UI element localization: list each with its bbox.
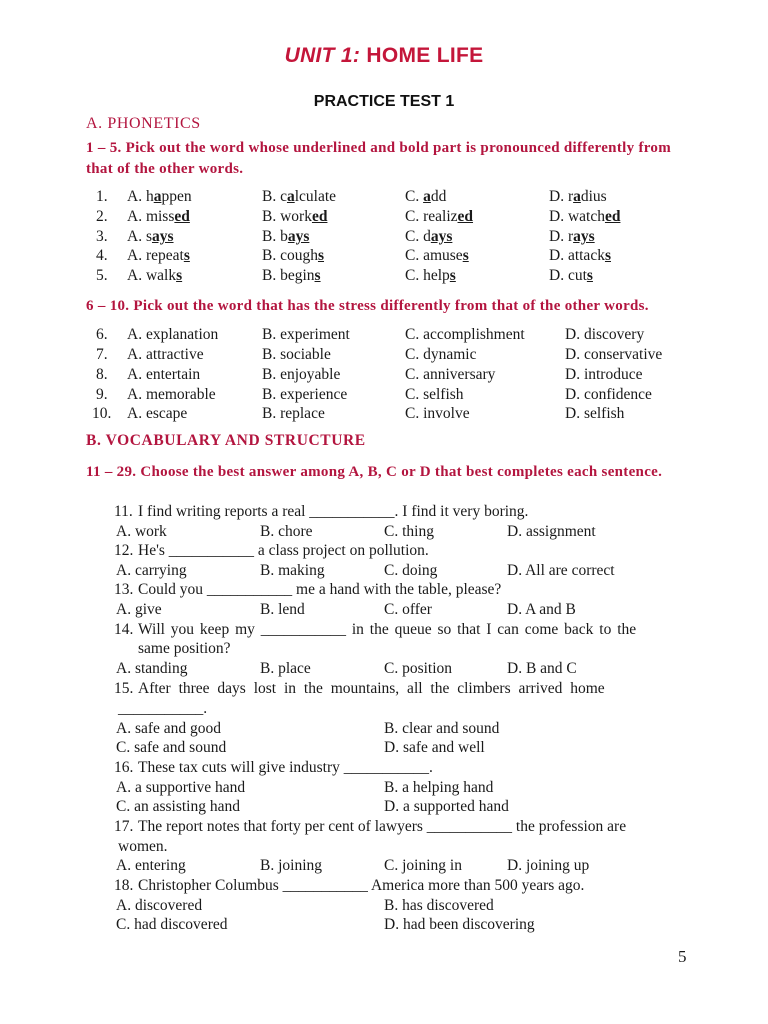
option-c bbox=[405, 267, 456, 285]
option-a: A. discovered bbox=[116, 897, 203, 914]
item-number: 8. bbox=[96, 366, 108, 383]
word-part: dius bbox=[580, 188, 607, 205]
underlined-part: ays bbox=[287, 228, 310, 245]
option-b bbox=[262, 247, 324, 265]
option-b: B. joining bbox=[260, 857, 323, 874]
item-number: 10. bbox=[92, 405, 112, 422]
word-part: B. b bbox=[262, 228, 288, 245]
underlined-part: s bbox=[604, 247, 611, 264]
option-d: D. introduce bbox=[565, 366, 643, 383]
option-d: D. A and B bbox=[507, 601, 576, 618]
stress-row bbox=[0, 405, 768, 425]
option-d bbox=[549, 208, 620, 226]
word-part: A. miss bbox=[127, 208, 175, 225]
option-c: C. doing bbox=[384, 562, 438, 579]
underlined-part: ays bbox=[151, 228, 174, 245]
option-b bbox=[262, 208, 327, 226]
word-part: D. cut bbox=[549, 267, 587, 284]
instruction-11-29: 11 – 29. Choose the best answer among A, B, C or D that best completes each sentence. bbox=[86, 464, 663, 480]
underlined-part: ed bbox=[311, 208, 328, 225]
word-part: A. h bbox=[127, 188, 154, 205]
option-d: D. joining up bbox=[507, 857, 590, 874]
option-a: A. carrying bbox=[116, 562, 187, 579]
word-part: C. bbox=[405, 188, 424, 205]
instruction-6-10: 6 – 10. Pick out the word that has the stress differently from that of the other words. bbox=[86, 298, 649, 314]
option-b bbox=[262, 267, 321, 285]
phonetics-row bbox=[0, 247, 768, 267]
option-b bbox=[262, 228, 309, 246]
underlined-part: a bbox=[423, 188, 431, 205]
section-b-heading: B. VOCABULARY AND STRUCTURE bbox=[86, 432, 366, 449]
option-c: C. thing bbox=[384, 523, 434, 540]
underlined-part: s bbox=[314, 267, 321, 284]
stress-row bbox=[0, 326, 768, 346]
word-part: A. walk bbox=[127, 267, 177, 284]
option-b: B. sociable bbox=[262, 346, 331, 363]
option-d: D. conservative bbox=[565, 346, 663, 363]
underlined-part: s bbox=[183, 247, 190, 264]
option-a: A. work bbox=[116, 523, 167, 540]
option-c: C. position bbox=[384, 660, 453, 677]
phonetics-row bbox=[0, 228, 768, 248]
option-a: A. entering bbox=[116, 857, 186, 874]
option-a: A. explanation bbox=[127, 326, 219, 343]
underlined-part: ed bbox=[604, 208, 621, 225]
document-page: UNIT 1: HOME LIFE PRACTICE TEST 1 A. PHONETICS 1 – 5. Pick out the word whose underlined and bold part is pronounced differently from that of the other words. 1. A. happen B. calculate C. add D. radius 2. A. missed B. worked C. realized D. watched 3. A. says B. bays C. days D. rays 4. A. repeats B. coughs C. amuses D. attacks 5. A. walks B. begins C. helps D. cuts 6 – 10. Pick out the word that has the stress differently from that of the other words. 6. A. explanation B. experiment C. accomplishment D. discovery 7. A. attractive B. sociable C. dynamic D. conservative 8. A. entertain B. enjoyable C. anniversary D. introduce 9. A. memorable B. experience C. selfish D. confidence 10. A. escape B. replace C. involve D. selfish B. VOCABULARY AND STRUCTURE 11 – 29. Choose the best answer among A, B, C or D that best completes each sentence. 11. I find writing reports a real ___________. I find it very boring. A. work B. chore C. thing D. assignment 12. He's ___________ a class project on pollution. A. carrying B. making C. doing D. All are correct 13. Could you ___________ me a hand with the table, please? A. give B. lend C. offer D. A and B 14. Will you keep my ___________ in the queue so that I can come back to the same position? A. standing B. place C. position D. B and C 15. After three days lost in the mountains, all the climbers arrived home ___________. A. safe and good B. clear and sound C. safe and sound D. safe and well 16. These tax cuts will give industry ___________. A. a supportive hand B. a helping hand C. an assisting hand D. a supported hand 17. The report notes that forty per cent of lawyers ___________ the profession are women. A. entering B. joining C. joining in D. joining up 18. Christopher Columbus ___________ America more than 500 years ago. A. discovered B. has discovered C. had discovered D. had been discovering 5 bbox=[0, 0, 768, 1024]
word-part: B. c bbox=[262, 188, 287, 205]
phonetics-row bbox=[0, 208, 768, 228]
underlined-part: s bbox=[586, 267, 593, 284]
option-d: D. discovery bbox=[565, 326, 645, 343]
option-a bbox=[127, 208, 190, 226]
option-d: D. selfish bbox=[565, 405, 625, 422]
option-a bbox=[127, 188, 192, 206]
option-d bbox=[549, 228, 595, 246]
option-b bbox=[262, 188, 336, 206]
underlined-part: a bbox=[573, 188, 581, 205]
underlined-part: ed bbox=[457, 208, 474, 225]
option-c bbox=[405, 188, 446, 206]
option-c: C. joining in bbox=[384, 857, 462, 874]
option-c: C. offer bbox=[384, 601, 432, 618]
option-d: D. assignment bbox=[507, 523, 596, 540]
option-d bbox=[549, 267, 593, 285]
item-number: 7. bbox=[96, 346, 108, 363]
underlined-part: ays bbox=[430, 228, 453, 245]
word-part: C. amuse bbox=[405, 247, 463, 264]
option-c: C. selfish bbox=[405, 386, 464, 403]
option-c bbox=[405, 247, 469, 265]
word-part: D. attack bbox=[549, 247, 605, 264]
word-part: A. repeat bbox=[127, 247, 184, 264]
stress-row bbox=[0, 386, 768, 406]
option-b: B. a helping hand bbox=[384, 779, 494, 796]
word-part: lculate bbox=[294, 188, 337, 205]
item-number: 3. bbox=[96, 228, 108, 245]
option-c bbox=[405, 208, 473, 226]
option-c: C. anniversary bbox=[405, 366, 496, 383]
test-title: PRACTICE TEST 1 bbox=[313, 93, 455, 110]
underlined-part: s bbox=[462, 247, 469, 264]
option-d: D. B and C bbox=[507, 660, 577, 677]
word-part: A. s bbox=[127, 228, 152, 245]
option-c bbox=[405, 228, 452, 246]
underlined-part: s bbox=[176, 267, 183, 284]
page-number: 5 bbox=[678, 947, 687, 966]
option-b: B. experience bbox=[262, 386, 348, 403]
unit-title: UNIT 1: HOME LIFE bbox=[284, 44, 484, 67]
option-a: A. give bbox=[116, 601, 162, 618]
option-b: B. has discovered bbox=[384, 897, 494, 914]
option-c: C. dynamic bbox=[405, 346, 477, 363]
option-c: C. safe and sound bbox=[116, 739, 227, 756]
word-part: ppen bbox=[161, 188, 192, 205]
option-a: A. memorable bbox=[127, 386, 216, 403]
option-c: C. involve bbox=[405, 405, 470, 422]
option-d bbox=[549, 188, 607, 206]
word-part: B. cough bbox=[262, 247, 318, 264]
stress-row bbox=[0, 366, 768, 386]
word-part: dd bbox=[430, 188, 447, 205]
phonetics-row bbox=[0, 267, 768, 287]
option-a: A. safe and good bbox=[116, 720, 222, 737]
word-part: C. d bbox=[405, 228, 431, 245]
option-b: B. replace bbox=[262, 405, 325, 422]
option-a: A. standing bbox=[116, 660, 188, 677]
underlined-part: s bbox=[317, 247, 325, 264]
section-a-heading: A. PHONETICS bbox=[86, 115, 201, 132]
word-part: D. r bbox=[549, 188, 574, 205]
item-number: 1. bbox=[96, 188, 108, 205]
word-part: B. work bbox=[262, 208, 312, 225]
option-a: A. a supportive hand bbox=[116, 779, 246, 796]
option-c: C. accomplishment bbox=[405, 326, 525, 343]
option-b: B. experiment bbox=[262, 326, 350, 343]
option-b: B. place bbox=[260, 660, 311, 677]
option-d bbox=[549, 247, 611, 265]
underlined-part: a bbox=[286, 188, 295, 205]
item-number: 5. bbox=[96, 267, 108, 284]
underlined-part: s bbox=[449, 267, 456, 284]
instruction-1-5: 1 – 5. Pick out the word whose underlined and bold part is pronounced differently from that of the other words. bbox=[86, 140, 672, 177]
item-number: 9. bbox=[96, 386, 108, 403]
option-a bbox=[127, 247, 190, 265]
option-d: D. All are correct bbox=[507, 562, 615, 579]
option-b: B. enjoyable bbox=[262, 366, 341, 383]
option-b: B. chore bbox=[260, 523, 313, 540]
option-a: A. attractive bbox=[127, 346, 204, 363]
item-number: 4. bbox=[96, 247, 108, 264]
option-d: D. confidence bbox=[565, 386, 652, 403]
option-a bbox=[127, 228, 174, 246]
word-part: D. r bbox=[549, 228, 574, 245]
option-a bbox=[127, 267, 182, 285]
item-number: 2. bbox=[96, 208, 108, 225]
option-b: B. making bbox=[260, 562, 325, 579]
option-c: C. had discovered bbox=[116, 916, 228, 933]
option-d: D. safe and well bbox=[384, 739, 485, 756]
option-a: A. escape bbox=[127, 405, 188, 422]
stress-row bbox=[0, 346, 768, 366]
option-d: D. had been discovering bbox=[384, 916, 535, 933]
word-part: C. help bbox=[405, 267, 450, 284]
word-part: D. watch bbox=[549, 208, 605, 225]
option-a: A. entertain bbox=[127, 366, 201, 383]
option-d: D. a supported hand bbox=[384, 798, 509, 815]
word-part: C. realiz bbox=[405, 208, 458, 225]
item-number: 6. bbox=[96, 326, 108, 343]
option-b: B. clear and sound bbox=[384, 720, 500, 737]
option-c: C. an assisting hand bbox=[116, 798, 240, 815]
underlined-part: ed bbox=[174, 208, 190, 225]
word-part: B. begin bbox=[262, 267, 315, 284]
underlined-part: ays bbox=[573, 228, 595, 245]
option-b: B. lend bbox=[260, 601, 305, 618]
underlined-part: a bbox=[153, 188, 162, 205]
phonetics-row bbox=[0, 188, 768, 208]
